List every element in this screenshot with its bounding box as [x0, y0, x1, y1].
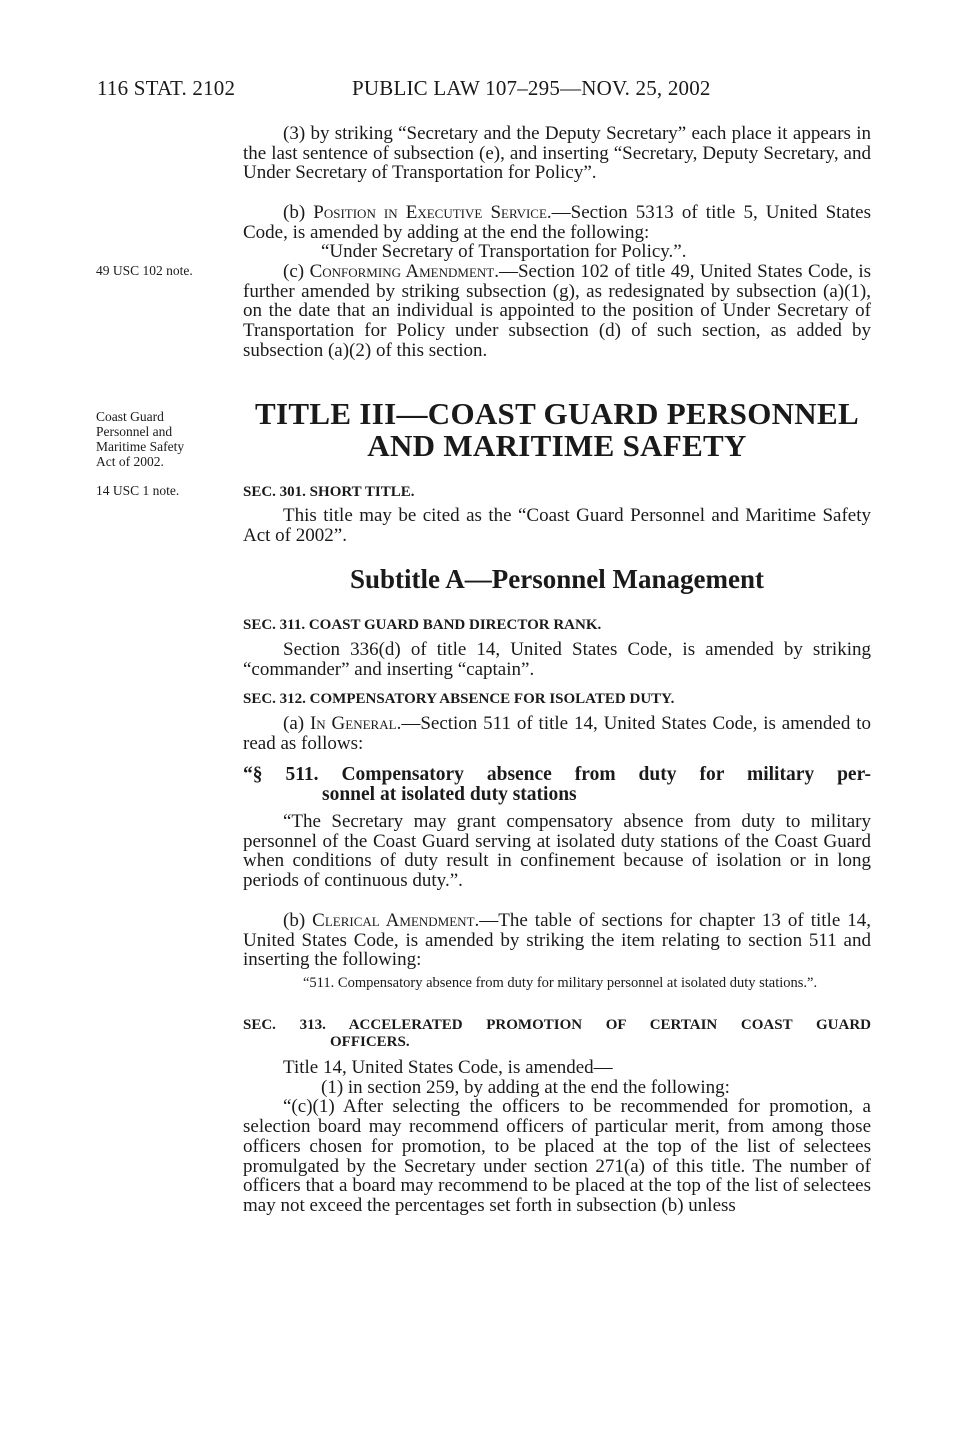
section-511-text: “The Secretary may grant compensatory absence from duty to military personnel of the Coast Guard serving at isolated duty stations of the Coast Guard when conditions of duty result in confinement because of isolation or in long periods of continuous duty.”. — [243, 811, 871, 892]
margin-note-line: Personnel and — [96, 424, 173, 439]
paragraph-c-text — [243, 262, 871, 361]
sec-301-heading: SEC. 301. SHORT TITLE. — [243, 484, 415, 500]
sec-312-b-caption: Clerical Amendment — [312, 910, 475, 931]
title-iii-heading — [243, 398, 871, 462]
margin-note-14-usc: 14 USC 1 note. — [96, 483, 180, 498]
paragraph-c — [243, 262, 871, 361]
margin-note-short-title — [96, 409, 236, 469]
paragraph-b-text — [243, 203, 871, 242]
section-511-heading-line-2: sonnel at isolated duty stations — [322, 784, 577, 805]
sec-311-heading: SEC. 311. COAST GUARD BAND DIRECTOR RANK. — [243, 617, 602, 633]
paragraph-b-body: .—Section 5313 of title 5, United States Code, is amended by adding at the end the following: — [243, 202, 872, 243]
subtitle-a-heading: Subtitle A—Personnel Management — [350, 564, 764, 594]
sec-311-text: Section 336(d) of title 14, United States Code, is amended by striking “commander” and inserting “captain”. — [243, 639, 871, 680]
title-line-2: AND MARITIME SAFETY — [367, 428, 747, 463]
sec-313-subsection-c1: “(c)(1) After selecting the officers to be recommended for promotion, a selection board may recommend officers of particular merit, from among those officers chosen for promotion, to be placed at the top of the list of selectees promulgated by the Secretary under section 271(a) of this title. The number of officers that a board may recommend to be placed at the top of the list of selectees may not exceed the percentages set forth in subsection (b) unless — [243, 1096, 871, 1216]
sec-312-a-body: .—Section 511 of title 14, United States Code, is amended to read as follows: — [243, 713, 871, 754]
section-511-heading-line-1: “§ 511. Compensatory absence from duty for military per- — [243, 764, 871, 785]
section-511-heading — [243, 765, 871, 805]
margin-note-line: Maritime Safety — [96, 439, 185, 454]
sec-312-heading: SEC. 312. COMPENSATORY ABSENCE FOR ISOLATED DUTY. — [243, 691, 675, 707]
paragraph-c-label: (c) — [283, 261, 310, 282]
margin-note-line: Coast Guard — [96, 409, 164, 424]
sec-312-b-label: (b) — [283, 910, 313, 931]
sec-313-body — [243, 1058, 871, 1216]
table-item-text: “511. Compensatory absence from duty for military personnel at isolated duty stations.”. — [303, 975, 818, 991]
margin-note-49-usc: 49 USC 102 note. — [96, 263, 193, 278]
table-of-sections-item — [243, 975, 871, 991]
paragraph-b-caption: Position in Executive Service — [313, 202, 547, 223]
sec-311-body — [243, 640, 871, 679]
sec-312-b-text — [243, 911, 871, 970]
paragraph-3 — [243, 124, 871, 183]
paragraph-3-text: (3) by striking “Secretary and the Deputy Secretary” each place it appears in the last sentence of subsection (e), and inserting “Secretary, Deputy Secretary, and Under Secretary of Transportation for Policy”. — [243, 123, 871, 184]
section-511-body — [243, 812, 871, 891]
paragraph-c-caption: Conforming Amendment — [309, 261, 495, 282]
sec-313-paragraph-1: (1) in section 259, by adding at the end the following: — [321, 1076, 730, 1098]
sec-312-a — [243, 714, 871, 753]
sec-313-heading-line-1: SEC. 313. ACCELERATED PROMOTION OF CERTAIN COAST GUARD — [243, 1017, 871, 1033]
sec-312-b-body: .—The table of sections for chapter 13 of title 14, United States Code, is amended by striking the item relating to section 511 and inserting the following: — [243, 910, 872, 971]
paragraph-b — [243, 203, 871, 262]
sec-301-body — [243, 506, 871, 545]
sec-312-b — [243, 911, 871, 970]
sec-312-a-caption: In General — [309, 713, 397, 734]
paragraph-c-body: .—Section 102 of title 49, United States Code, is further amended by striking subsection (g), as redesignated by subsection (a)(1), on the date that an individual is appointed to the position of Under Secretary of Transportation for Policy under subsection (d) of such section, as added by subsection (a)(2) of this section. — [243, 261, 871, 361]
title-line-1: TITLE III—COAST GUARD PERSONNEL — [255, 396, 859, 431]
sec-313-intro: Title 14, United States Code, is amended— — [283, 1057, 613, 1078]
page-number-header: 116 STAT. 2102 — [97, 76, 236, 100]
sec-312-a-label: (a) — [283, 713, 310, 734]
margin-note-line: Act of 2002. — [96, 454, 164, 469]
paragraph-b-label: (b) — [283, 202, 314, 223]
sec-313-heading-line-2: OFFICERS. — [330, 1034, 410, 1050]
public-law-header: PUBLIC LAW 107–295—NOV. 25, 2002 — [352, 76, 711, 100]
sec-301-text: This title may be cited as the “Coast Guard Personnel and Maritime Safety Act of 2002”. — [243, 505, 871, 546]
paragraph-b-quote: “Under Secretary of Transportation for Policy.”. — [321, 241, 687, 263]
sec-312-a-text — [243, 714, 871, 753]
sec-313-heading — [243, 1017, 871, 1051]
